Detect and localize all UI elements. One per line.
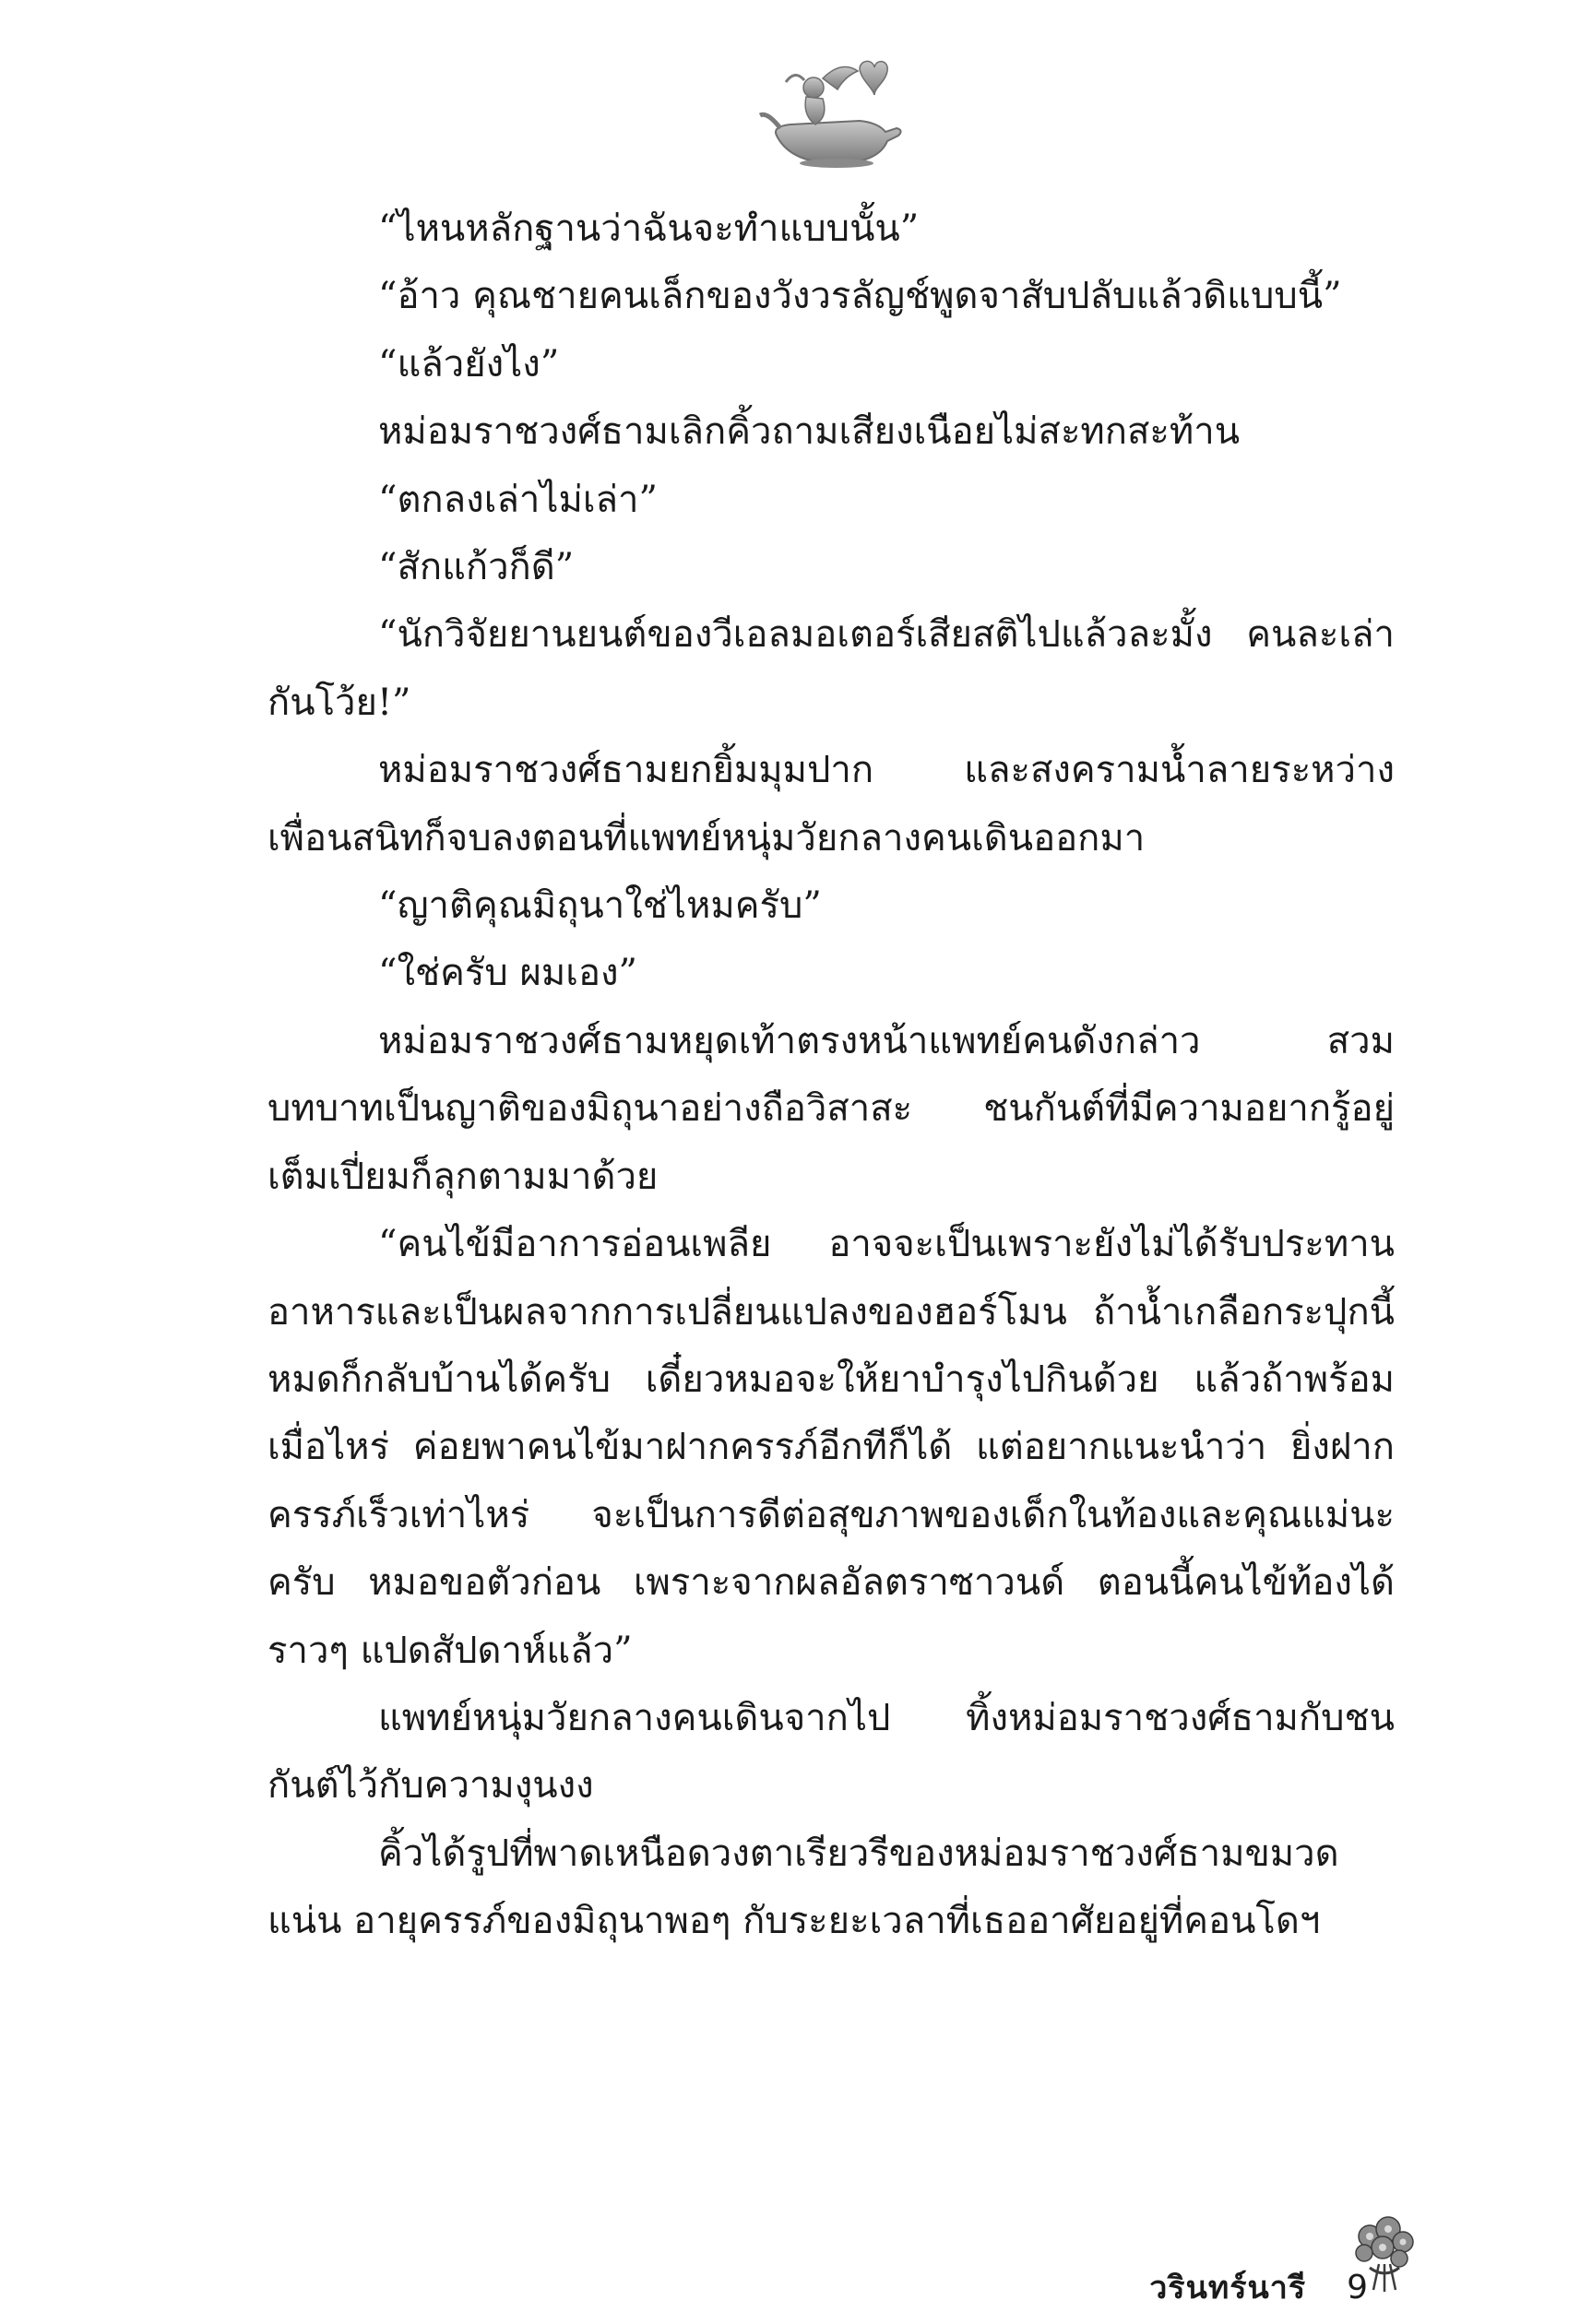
paragraph: คิ้วได้รูปที่พาดเหนือดวงตาเรียวรีของหม่อมราชวงศ์ธามขมวดแน่น อายุครรภ์ของมิถุนาพอๆ กับระยะเวลาที่เธออาศัยอยู่ที่คอนโดฯ xyxy=(267,1832,1339,1943)
paragraph: “นักวิจัยยานยนต์ของวีเอลมอเตอร์เสียสติไปแล้วละมั้ง คนละเล่ากันโว้ย!” xyxy=(267,613,1395,724)
cupid-teapot-ornament-icon xyxy=(749,51,906,171)
paragraph: “คนไข้มีอาการอ่อนเพลีย อาจจะเป็นเพราะยังไม่ได้รับประทานอาหารและเป็นผลจากการเปลี่ยนแปลงของฮอร์โมน ถ้าน้ำเกลือกระปุกนี้หมดก็กลับบ้านได้ครับ เดี๋ยวหมอจะให้ยาบำรุงไปกินด้วย แล้วถ้าพร้อมเมื่อไหร่ ค่อยพาคนไข้มาฝากครรภ์อีกทีก็ได้ แต่อยากแนะนำว่า ยิ่งฝากครรภ์เร็วเท่าไหร่ จะเป็นการดีต่อสุขภาพของเด็กในท้องและคุณแม่นะครับ หมอขอตัวก่อน เพราะจากผลอัลตราซาวนด์ ตอนนี้คนไข้ท้องได้ราวๆ แปดสัปดาห์แล้ว” xyxy=(267,1223,1395,1672)
paragraph: “สักแก้วก็ดี” xyxy=(378,546,575,589)
paragraph: “ตกลงเล่าไม่เล่า” xyxy=(378,478,658,521)
paragraph: หม่อมราชวงศ์ธามเลิกคิ้วถามเสียงเนือยไม่สะทกสะท้าน xyxy=(378,410,1241,454)
paragraph: “แล้วยังไง” xyxy=(378,342,560,385)
paragraph: “ญาติคุณมิถุนาใช่ไหมครับ” xyxy=(378,884,822,928)
paragraph: หม่อมราชวงศ์ธามยกยิ้มมุมปาก และสงครามน้ำลายระหว่างเพื่อนสนิทก็จบลงตอนที่แพทย์หนุ่มวัยกลางคนเดินออกมา xyxy=(267,749,1395,860)
flower-bouquet-icon xyxy=(1342,2209,1425,2296)
page-number: 9 xyxy=(1347,2268,1368,2306)
book-title: วรินทร์นารี xyxy=(1149,2270,1307,2306)
paragraph: แพทย์หนุ่มวัยกลางคนเดินจากไป ทิ้งหม่อมราชวงศ์ธามกับชนกันต์ไว้กับความงุนงง xyxy=(267,1696,1395,1808)
paragraph: “อ้าว คุณชายคนเล็กของวังวรลัญช์พูดจาสับปลับแล้วดิแบบนี้” xyxy=(378,275,1342,318)
paragraph: “ใช่ครับ ผมเอง” xyxy=(378,952,637,995)
paragraph: หม่อมราชวงศ์ธามหยุดเท้าตรงหน้าแพทย์คนดังกล่าว สวมบทบาทเป็นญาติของมิถุนาอย่างถือวิสาสะ ชนกันต์ที่มีความอยากรู้อยู่เต็มเปี่ยมก็ลุกตามมาด้วย xyxy=(267,1019,1395,1198)
page-footer xyxy=(1149,2250,1368,2324)
paragraph: “ไหนหลักฐานว่าฉันจะทำแบบนั้น” xyxy=(378,208,920,250)
chapter-body xyxy=(267,196,1395,1956)
